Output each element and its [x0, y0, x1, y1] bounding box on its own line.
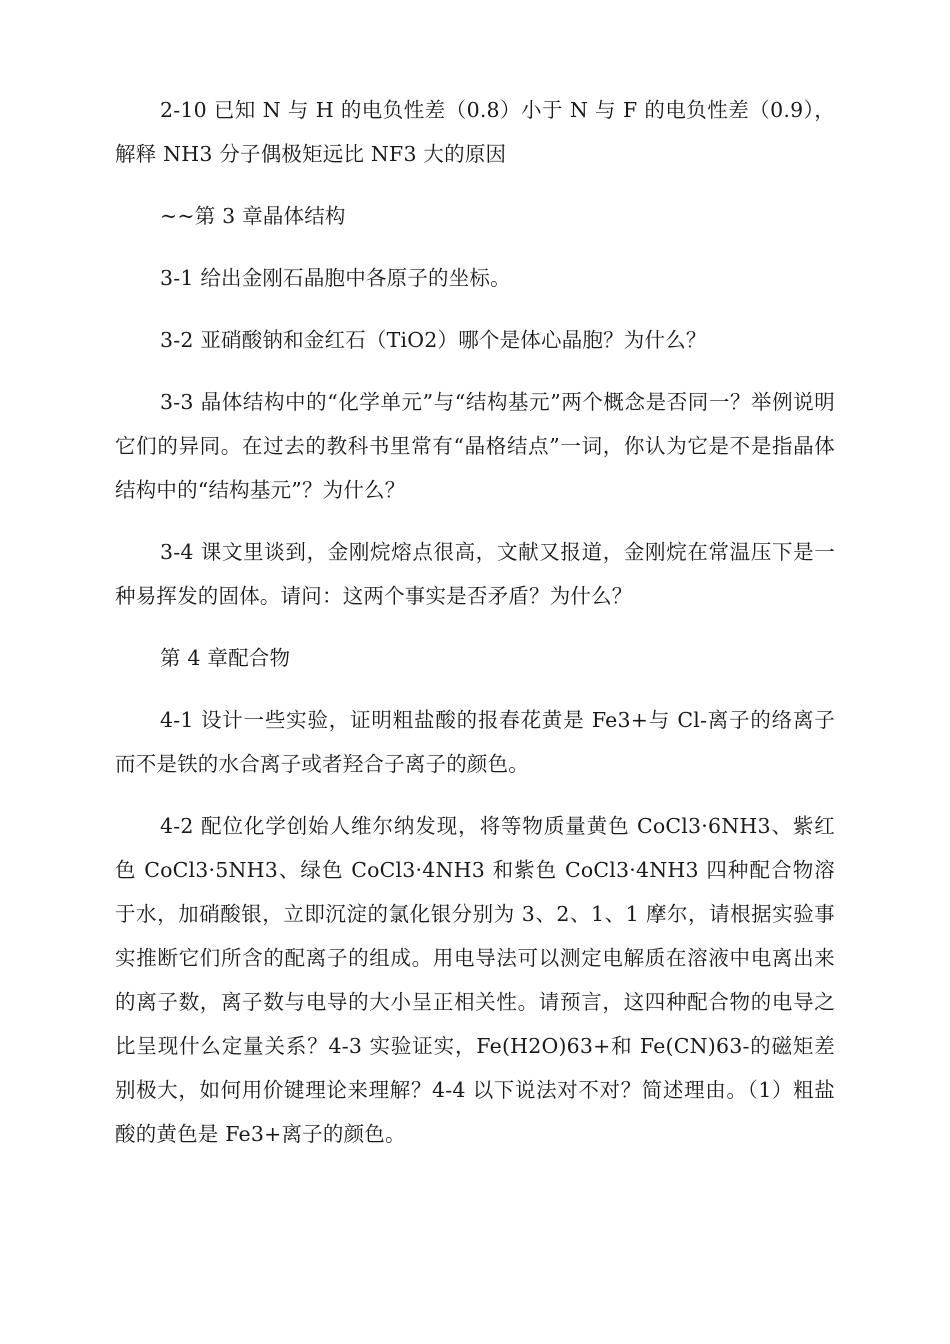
question-3-4: 3-4 课文里谈到，金刚烷熔点很高，文献又报道，金刚烷在常温压下是一种易挥发的固体。请问：这两个事实是否矛盾？为什么？ — [115, 540, 835, 608]
document-body — [115, 88, 835, 1174]
question-3-2: 3-2 亚硝酸钠和金红石（TiO2）哪个是体心晶胞？为什么？ — [160, 328, 707, 352]
question-3-3: 3-3 晶体结构中的“化学单元”与“结构基元”两个概念是否同一？举例说明它们的异同。在过去的教科书里常有“晶格结点”一词，你认为它是不是指晶体结构中的“结构基元”？为什么？ — [115, 390, 835, 502]
question-2-10: 2-10 已知 N 与 H 的电负性差（0.8）小于 N 与 F 的电负性差（0.9），解释 NH3 分子偶极矩远比 NF3 大的原因 — [115, 98, 835, 166]
chapter-4-heading: 第 4 章配合物 — [160, 646, 291, 670]
question-4-2-to-4-4: 4-2 配位化学创始人维尔纳发现，将等物质量黄色 CoCl3·6NH3、紫红色 CoCl3·5NH3、绿色 CoCl3·4NH3 和紫色 CoCl3·4NH3 四种配合物溶于水，加硝酸银，立即沉淀的氯化银分别为 3、2、1、1 摩尔，请根据实验事实推断它们所含的配离子的组成。用电导法可以测定电解质在溶液中电离出来的离子数，离子数与电导的大小呈正相关性。请预言，这四种配合物的电导之比呈现什么定量关系？4-3 实验证实，Fe(H2O)63+和 Fe(CN)63-的磁矩差别极大，如何用价键理论来理解？4-4 以下说法对不对？简述理由。（1）粗盐酸的黄色是 Fe3+离子的颜色。 — [115, 814, 835, 1146]
chapter-3-heading: ~~第 3 章晶体结构 — [160, 204, 346, 228]
question-3-1: 3-1 给出金刚石晶胞中各原子的坐标。 — [160, 266, 511, 290]
question-4-1: 4-1 设计一些实验，证明粗盐酸的报春花黄是 Fe3+与 Cl-离子的络离子而不是铁的水合离子或者羟合子离子的颜色。 — [115, 708, 835, 776]
